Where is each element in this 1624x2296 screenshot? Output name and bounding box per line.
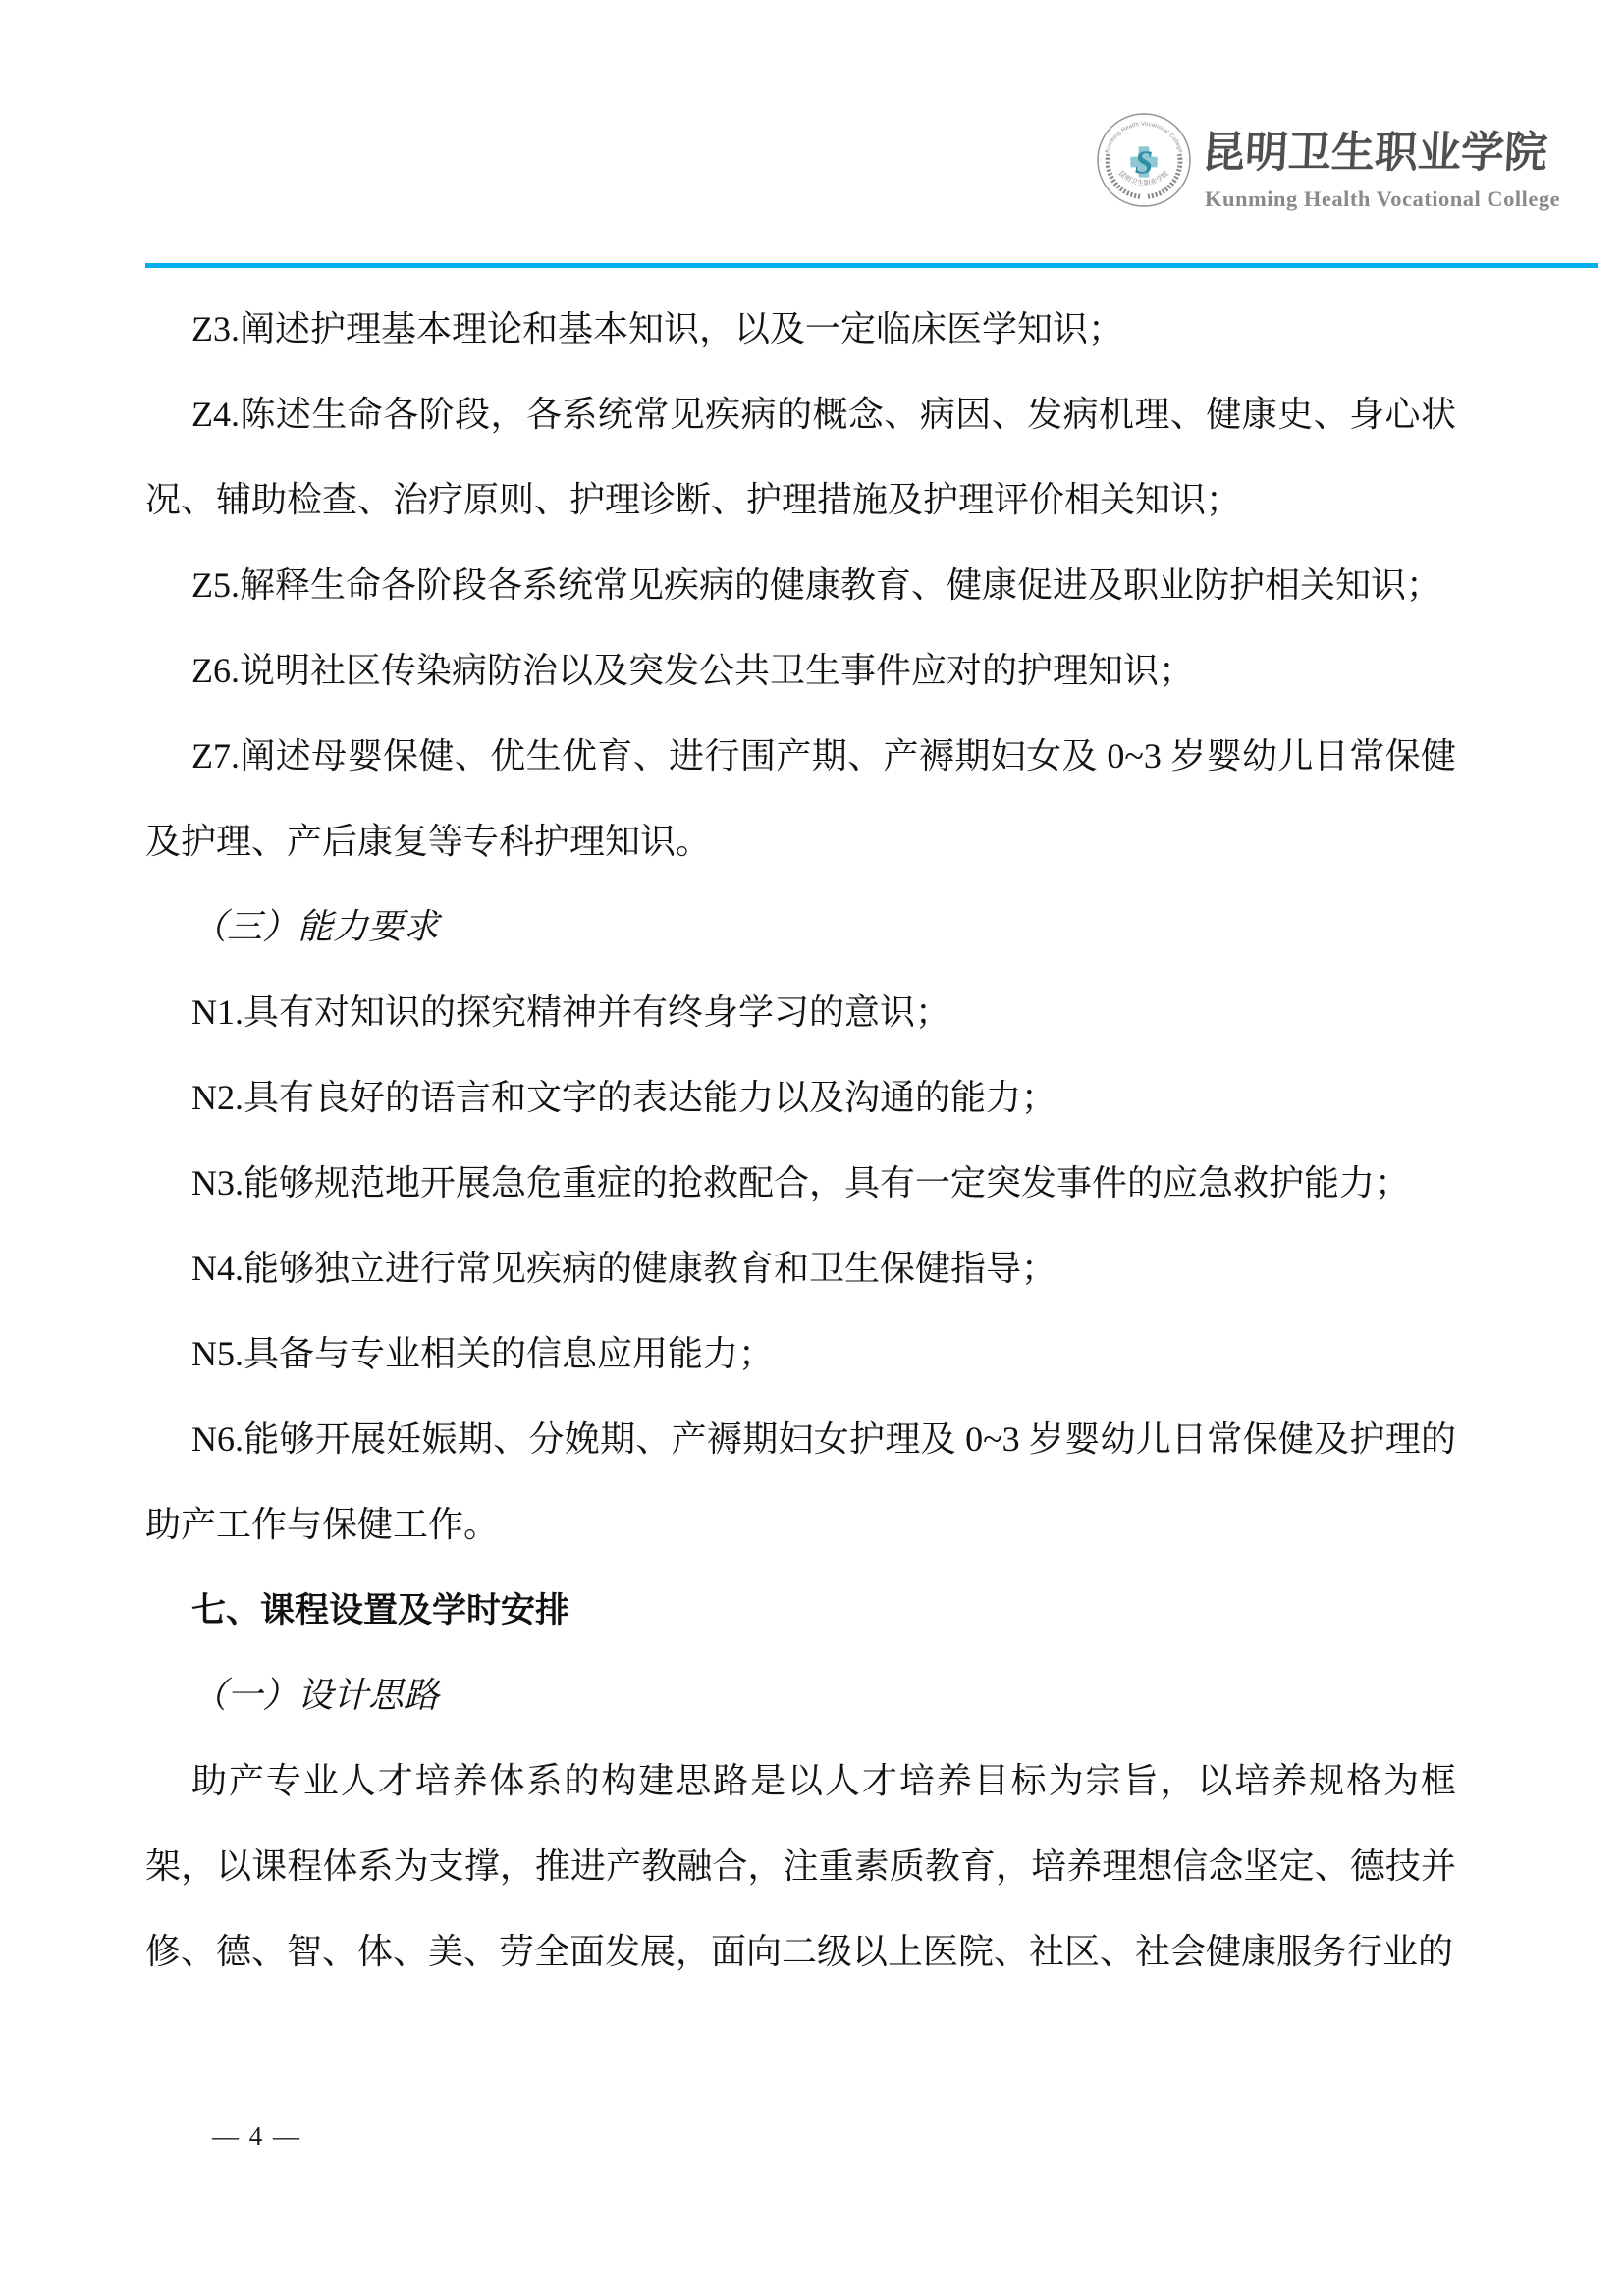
body-paragraph-1: Z3.阐述护理基本理论和基本知识，以及一定临床医学知识； [191,309,1123,348]
body-paragraph-8: N2.具有良好的语言和文字的表达能力以及沟通的能力； [191,1078,1056,1117]
body-paragraph-5: Z7.阐述母婴保健、优生优育、进行围产期、产褥期妇女及 0~3 岁婴幼儿日常保健及护理、产后康复等专科护理知识。 [145,736,1456,861]
seal-arc-text-top: Kunming Health Vocational College [1104,121,1184,154]
seal-arc-text-bottom: 昆明卫生职业学院 [1116,170,1171,187]
body-paragraph-15: 助产专业人才培养体系的构建思路是以人才培养目标为宗旨，以培养规格为框架，以课程体系为支撑，推进产教融合，注重素质教育，培养理想信念坚定、德技并修、德、智、体、美、劳全面发展，面向二级以上医院、社区、社会健康服务行业的 [145,1761,1456,1971]
body-paragraph-9: N3.能够规范地开展急危重症的抢救配合，具有一定突发事件的应急救护能力； [191,1163,1410,1202]
body-paragraph-7: N1.具有对知识的探究精神并有终身学习的意识； [191,992,950,1032]
body-paragraph-4: Z6.说明社区传染病防治以及突发公共卫生事件应对的护理知识； [191,651,1194,690]
body-paragraph-12: N6.能够开展妊娠期、分娩期、产褥期妇女护理及 0~3 岁婴幼儿日常保健及护理的助产工作与保健工作。 [145,1419,1456,1544]
page-number: — 4 — [212,2121,301,2151]
body-paragraph-10: N4.能够独立进行常见疾病的健康教育和卫生保健指导； [191,1249,1056,1288]
seal-dragon-s-icon: S [1134,144,1154,182]
college-name-en: Kunming Health Vocational College [1205,187,1561,211]
college-seal-icon [1096,112,1192,208]
college-name-zh: 昆明卫生职业学院 [1200,129,1549,177]
body-paragraph-13: 七、课程设置及学时安排 [191,1591,570,1629]
body-paragraph-3: Z5.解释生命各阶段各系统常见疾病的健康教育、健康促进及职业防护相关知识； [191,565,1441,605]
body-paragraph-2: Z4.陈述生命各阶段，各系统常见疾病的概念、病因、发病机理、健康史、身心状况、辅助检查、治疗原则、护理诊断、护理措施及护理评价相关知识； [145,395,1456,519]
document-body [145,287,1456,1995]
body-paragraph-6: （三）能力要求 [191,907,440,946]
body-paragraph-11: N5.具备与专业相关的信息应用能力； [191,1334,774,1373]
header-rule [145,263,1598,268]
body-paragraph-14: （一）设计思路 [191,1676,440,1715]
